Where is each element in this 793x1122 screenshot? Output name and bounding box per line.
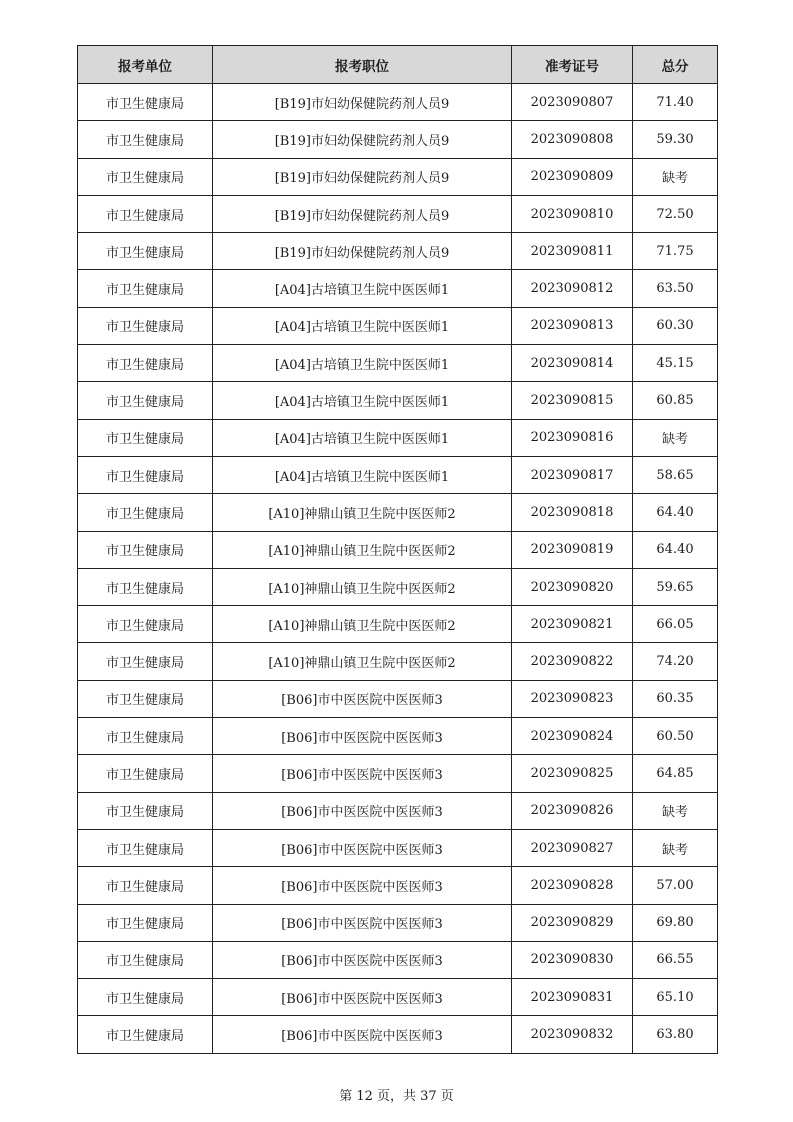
table-row	[78, 233, 718, 270]
cell-total-score: 64.40	[633, 494, 718, 531]
table-row	[78, 643, 718, 680]
cell-total-score: 60.50	[633, 718, 718, 755]
cell-position: [A10]神鼎山镇卫生院中医医师2	[213, 568, 512, 605]
cell-total-score: 69.80	[633, 904, 718, 941]
cell-exam-id: 2023090811	[512, 233, 633, 270]
cell-total-score: 缺考	[633, 158, 718, 195]
table-row	[78, 979, 718, 1016]
cell-total-score: 60.35	[633, 680, 718, 717]
cell-position: [B06]市中医医院中医医师3	[213, 792, 512, 829]
header-position: 报考职位	[213, 46, 512, 84]
table-row	[78, 755, 718, 792]
cell-exam-id: 2023090824	[512, 718, 633, 755]
cell-position: [B19]市妇幼保健院药剂人员9	[213, 233, 512, 270]
table-row	[78, 419, 718, 456]
table-row	[78, 867, 718, 904]
cell-total-score: 64.40	[633, 531, 718, 568]
cell-unit: 市卫生健康局	[78, 792, 213, 829]
cell-total-score: 59.30	[633, 121, 718, 158]
table-row	[78, 792, 718, 829]
table-row	[78, 270, 718, 307]
cell-total-score: 63.50	[633, 270, 718, 307]
cell-exam-id: 2023090815	[512, 382, 633, 419]
table-row	[78, 904, 718, 941]
cell-exam-id: 2023090810	[512, 195, 633, 232]
table-row	[78, 829, 718, 866]
cell-position: [A04]古培镇卫生院中医医师1	[213, 382, 512, 419]
table-row	[78, 382, 718, 419]
header-unit: 报考单位	[78, 46, 213, 84]
cell-exam-id: 2023090820	[512, 568, 633, 605]
cell-total-score: 45.15	[633, 345, 718, 382]
cell-exam-id: 2023090807	[512, 84, 633, 121]
header-exam-id: 准考证号	[512, 46, 633, 84]
cell-unit: 市卫生健康局	[78, 345, 213, 382]
cell-exam-id: 2023090823	[512, 680, 633, 717]
cell-total-score: 63.80	[633, 1016, 718, 1053]
cell-unit: 市卫生健康局	[78, 867, 213, 904]
cell-total-score: 66.55	[633, 941, 718, 978]
table-row	[78, 195, 718, 232]
cell-unit: 市卫生健康局	[78, 270, 213, 307]
cell-exam-id: 2023090808	[512, 121, 633, 158]
cell-position: [A04]古培镇卫生院中医医师1	[213, 419, 512, 456]
cell-unit: 市卫生健康局	[78, 680, 213, 717]
table-row	[78, 531, 718, 568]
table-row	[78, 941, 718, 978]
cell-exam-id: 2023090828	[512, 867, 633, 904]
cell-total-score: 65.10	[633, 979, 718, 1016]
cell-position: [A04]古培镇卫生院中医医师1	[213, 307, 512, 344]
cell-unit: 市卫生健康局	[78, 755, 213, 792]
cell-position: [B06]市中医医院中医医师3	[213, 680, 512, 717]
table-row	[78, 345, 718, 382]
cell-position: [B06]市中医医院中医医师3	[213, 718, 512, 755]
cell-exam-id: 2023090830	[512, 941, 633, 978]
cell-unit: 市卫生健康局	[78, 568, 213, 605]
table-row	[78, 307, 718, 344]
cell-exam-id: 2023090827	[512, 829, 633, 866]
cell-exam-id: 2023090812	[512, 270, 633, 307]
cell-total-score: 59.65	[633, 568, 718, 605]
cell-total-score: 缺考	[633, 829, 718, 866]
cell-total-score: 64.85	[633, 755, 718, 792]
page-footer: 第 12 页，共 37 页	[339, 1089, 454, 1104]
cell-position: [B06]市中医医院中医医师3	[213, 755, 512, 792]
table-row	[78, 606, 718, 643]
cell-total-score: 71.40	[633, 84, 718, 121]
results-table	[77, 45, 718, 1054]
cell-exam-id: 2023090814	[512, 345, 633, 382]
cell-unit: 市卫生健康局	[78, 158, 213, 195]
cell-position: [B06]市中医医院中医医师3	[213, 829, 512, 866]
cell-unit: 市卫生健康局	[78, 233, 213, 270]
header-total-score: 总分	[633, 46, 718, 84]
cell-position: [A04]古培镇卫生院中医医师1	[213, 456, 512, 493]
table-row	[78, 568, 718, 605]
table-row	[78, 84, 718, 121]
cell-position: [A04]古培镇卫生院中医医师1	[213, 345, 512, 382]
cell-total-score: 72.50	[633, 195, 718, 232]
table-row	[78, 494, 718, 531]
cell-position: [B06]市中医医院中医医师3	[213, 867, 512, 904]
cell-unit: 市卫生健康局	[78, 829, 213, 866]
cell-exam-id: 2023090826	[512, 792, 633, 829]
table-row	[78, 456, 718, 493]
cell-unit: 市卫生健康局	[78, 904, 213, 941]
cell-exam-id: 2023090818	[512, 494, 633, 531]
cell-total-score: 74.20	[633, 643, 718, 680]
cell-unit: 市卫生健康局	[78, 84, 213, 121]
cell-unit: 市卫生健康局	[78, 1016, 213, 1053]
table-header-row	[78, 46, 718, 84]
table-row	[78, 158, 718, 195]
cell-total-score: 58.65	[633, 456, 718, 493]
cell-total-score: 60.85	[633, 382, 718, 419]
cell-unit: 市卫生健康局	[78, 307, 213, 344]
table-row	[78, 680, 718, 717]
cell-position: [B06]市中医医院中医医师3	[213, 904, 512, 941]
cell-unit: 市卫生健康局	[78, 382, 213, 419]
cell-exam-id: 2023090822	[512, 643, 633, 680]
cell-exam-id: 2023090829	[512, 904, 633, 941]
cell-position: [A10]神鼎山镇卫生院中医医师2	[213, 531, 512, 568]
cell-unit: 市卫生健康局	[78, 456, 213, 493]
cell-total-score: 71.75	[633, 233, 718, 270]
cell-position: [B19]市妇幼保健院药剂人员9	[213, 158, 512, 195]
cell-position: [A10]神鼎山镇卫生院中医医师2	[213, 494, 512, 531]
cell-exam-id: 2023090816	[512, 419, 633, 456]
cell-unit: 市卫生健康局	[78, 121, 213, 158]
cell-unit: 市卫生健康局	[78, 195, 213, 232]
cell-position: [B06]市中医医院中医医师3	[213, 979, 512, 1016]
table-row	[78, 718, 718, 755]
cell-position: [B19]市妇幼保健院药剂人员9	[213, 195, 512, 232]
cell-total-score: 66.05	[633, 606, 718, 643]
cell-position: [A10]神鼎山镇卫生院中医医师2	[213, 606, 512, 643]
cell-position: [B19]市妇幼保健院药剂人员9	[213, 121, 512, 158]
cell-position: [B06]市中医医院中医医师3	[213, 1016, 512, 1053]
table-body	[78, 84, 718, 1054]
cell-total-score: 缺考	[633, 419, 718, 456]
cell-unit: 市卫生健康局	[78, 941, 213, 978]
cell-unit: 市卫生健康局	[78, 718, 213, 755]
cell-position: [B19]市妇幼保健院药剂人员9	[213, 84, 512, 121]
cell-unit: 市卫生健康局	[78, 531, 213, 568]
cell-total-score: 57.00	[633, 867, 718, 904]
cell-exam-id: 2023090817	[512, 456, 633, 493]
cell-exam-id: 2023090831	[512, 979, 633, 1016]
cell-position: [B06]市中医医院中医医师3	[213, 941, 512, 978]
cell-exam-id: 2023090821	[512, 606, 633, 643]
cell-position: [A04]古培镇卫生院中医医师1	[213, 270, 512, 307]
table-row	[78, 1016, 718, 1053]
cell-total-score: 60.30	[633, 307, 718, 344]
cell-exam-id: 2023090813	[512, 307, 633, 344]
cell-exam-id: 2023090809	[512, 158, 633, 195]
cell-exam-id: 2023090819	[512, 531, 633, 568]
cell-unit: 市卫生健康局	[78, 643, 213, 680]
cell-total-score: 缺考	[633, 792, 718, 829]
cell-unit: 市卫生健康局	[78, 494, 213, 531]
cell-unit: 市卫生健康局	[78, 606, 213, 643]
cell-position: [A10]神鼎山镇卫生院中医医师2	[213, 643, 512, 680]
cell-exam-id: 2023090832	[512, 1016, 633, 1053]
table-row	[78, 121, 718, 158]
cell-exam-id: 2023090825	[512, 755, 633, 792]
cell-unit: 市卫生健康局	[78, 979, 213, 1016]
cell-unit: 市卫生健康局	[78, 419, 213, 456]
